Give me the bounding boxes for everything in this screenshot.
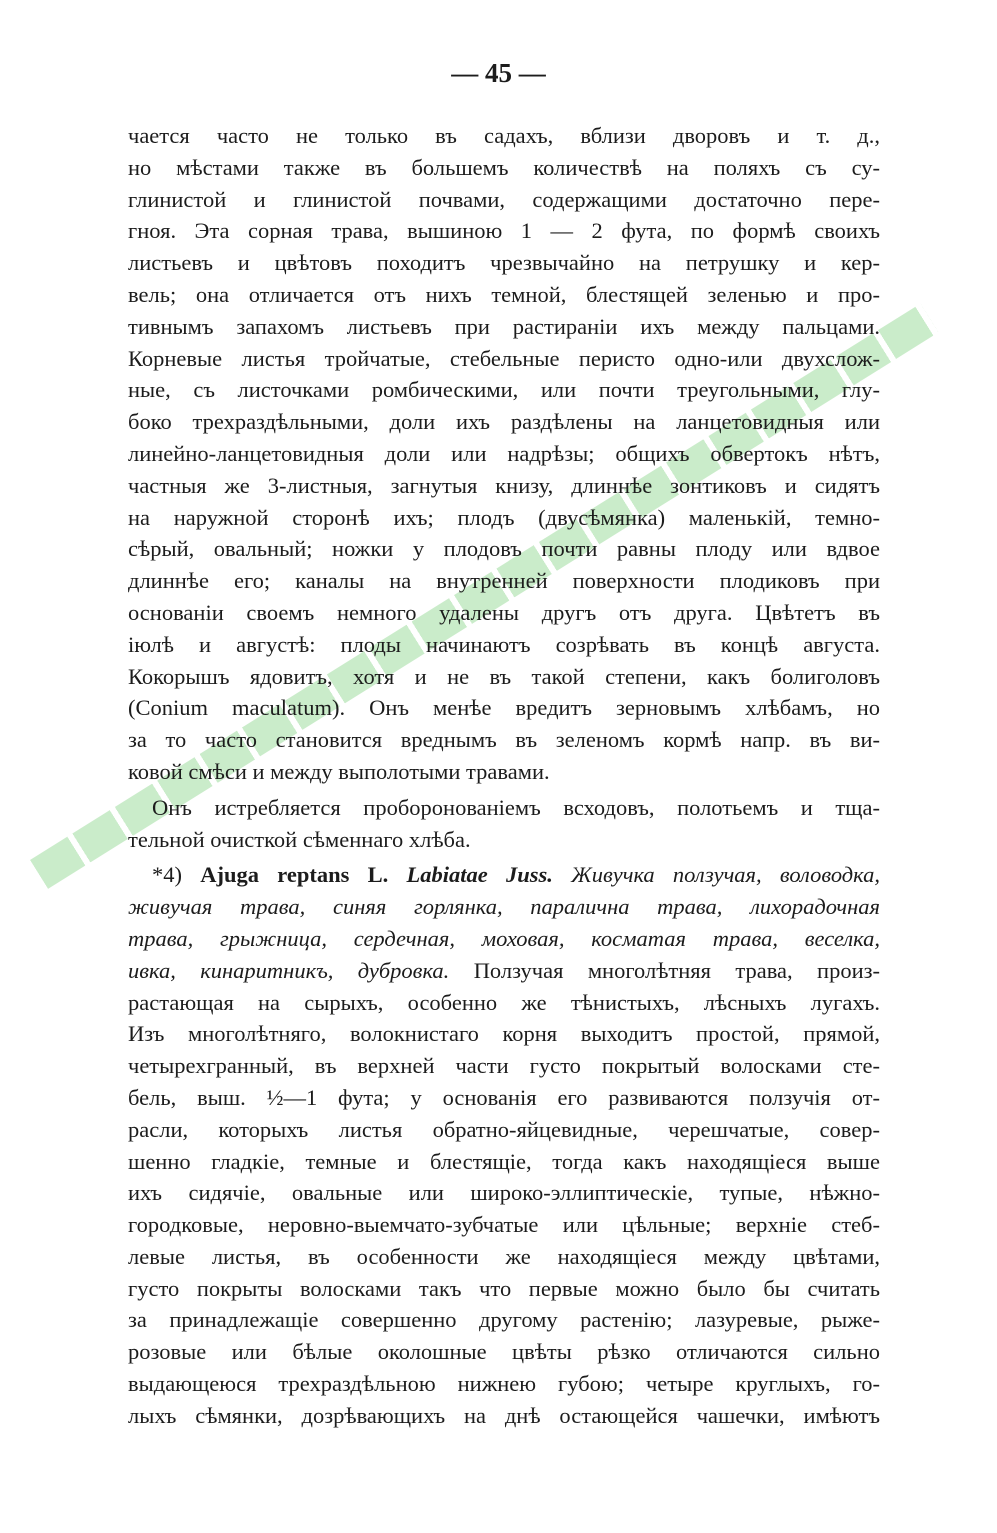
text-line: основаніи своемъ немного удалены другъ отъ друга. Цвѣтетъ въ xyxy=(128,599,880,625)
species-number: *4) xyxy=(152,862,182,888)
text-line: но мѣстами также въ большемъ количествѣ на поляхъ съ су- xyxy=(128,154,880,180)
paragraph-1 xyxy=(128,120,880,788)
species-heading-line xyxy=(128,859,880,891)
text-line: ковой смѣси и между выполотыми травами. xyxy=(128,758,550,784)
text-line: чается часто не только въ садахъ, вблизи дворовъ и т. д., xyxy=(128,123,880,148)
text-line: частныя же 3-листныя, загнутыя книзу, длиннѣе зонтиковъ и сидятъ xyxy=(128,472,880,498)
text-line: вель; она отличается отъ нихъ темной, блестящей зеленью и про- xyxy=(128,281,880,307)
paragraph-3 xyxy=(128,859,880,1431)
text-line: лыхъ сѣмянки, дозрѣвающихъ на днѣ остающейся чашечки, имѣютъ xyxy=(128,1402,880,1428)
species-latin-name: Ajuga reptans L. xyxy=(200,862,389,888)
page-number: — 45 — xyxy=(451,58,546,88)
species-common-names-1: Живучка ползучая, воловодка, xyxy=(571,862,880,888)
text-line: выдающеюся трехраздѣльною нижнею губою; четыре круглыхъ, го- xyxy=(128,1371,880,1397)
species-description xyxy=(128,987,880,1432)
text-line: линейно-ланцетовидныя доли или надрѣзы; общихъ обвертокъ нѣтъ, xyxy=(128,440,880,466)
species-family: Labiatae Juss. xyxy=(406,862,553,888)
text-line: глинистой и глинистой почвами, содержащими достаточно пере- xyxy=(128,186,880,212)
paragraph-2 xyxy=(128,792,880,856)
text-line: тивнымъ запахомъ листьевъ при растираніи ихъ между пальцами. xyxy=(128,313,880,339)
text-line: шенно гладкіе, темные и блестящіе, тогда какъ находящіеся выше xyxy=(128,1148,880,1174)
text-line: Кокорышъ ядовитъ, хотя и не въ такой степени, какъ болиголовъ xyxy=(128,663,880,689)
text-line: густо покрыты волосками такъ что первые можно было бы считать xyxy=(128,1275,880,1301)
text-line: Корневые листья тройчатые, стебельные перисто одно-или двухслож- xyxy=(128,345,880,371)
text-line: на наружной сторонѣ ихъ; плодъ (двусѣмянка) маленькій, темно- xyxy=(128,504,880,530)
page-body xyxy=(128,120,880,1432)
text-line: ные, съ листочками ромбическими, или почти треугольными, глу- xyxy=(128,377,880,403)
species-common-names-2: живучая трава, синяя горлянка, паралична трава, лихорадочная xyxy=(128,894,880,920)
text-line: гноя. Эта сорная трава, вышиною 1 — 2 фута, по формѣ своихъ xyxy=(128,218,880,244)
text-line: за то часто становится вреднымъ въ зеленомъ кормѣ напр. въ ви- xyxy=(128,727,880,753)
text-line: бель, выш. ½—1 фута; у основанія его развиваются ползучія от- xyxy=(128,1084,880,1110)
text-line: боко трехраздѣльными, доли ихъ раздѣлены на ланцетовидныя или xyxy=(128,409,880,435)
text-line: розовые или бѣлые околошные цвѣты рѣзко отличаются сильно xyxy=(128,1339,880,1365)
text-line: Изъ многолѣтняго, волокнистаго корня выходитъ простой, прямой, xyxy=(128,1021,880,1047)
text-line: тельной очисткой сѣменнаго хлѣба. xyxy=(128,826,471,852)
text-line: ихъ сидячіе, овальные или широко-эллиптическіе, тупые, нѣжно- xyxy=(128,1180,880,1206)
text-line: левые листья, въ особенности же находящіеся между цвѣтами, xyxy=(128,1243,880,1269)
text-line: городковые, неровно-выемчато-зубчатые или цѣльные; верхніе стеб- xyxy=(128,1212,880,1238)
text-line: сѣрый, овальный; ножки у плодовъ почти равны плоду или вдвое xyxy=(128,536,880,562)
text-line: іюлѣ и августѣ: плоды начинаютъ созрѣвать въ концѣ августа. xyxy=(128,631,880,657)
text-line: листьевъ и цвѣтовъ походитъ чрезвычайно на петрушку и кер- xyxy=(128,250,880,276)
species-common-names-4-italic: ивка, кинаритникъ, дубровка. xyxy=(128,957,450,983)
text-line: за принадлежащіе совершенно другому растенію; лазуревые, рыже- xyxy=(128,1307,880,1333)
text-line: длиннѣе его; каналы на внутренней поверхности плодиковъ при xyxy=(128,568,880,594)
text-line: четырехгранный, въ верхней части густо покрытый волосками сте- xyxy=(128,1053,880,1079)
species-common-names-3: трава, грыжница, сердечная, моховая, косматая трава, веселка, xyxy=(128,925,880,951)
text-line: (Conium maculatum). Онъ менѣе вредитъ зерновымъ хлѣбамъ, но xyxy=(128,695,880,721)
species-common-names-4 xyxy=(128,955,880,987)
text-line: Онъ истребляется проборонованіемъ всходовъ, полотьемъ и тща- xyxy=(152,794,880,820)
species-description-start: Ползучая многолѣтняя трава, произ- xyxy=(473,957,880,983)
text-line: растающая на сырыхъ, особенно же тѣнистыхъ, лѣсныхъ лугахъ. xyxy=(128,989,880,1015)
text-line: расли, которыхъ листья обратно-яйцевидные, черешчатые, совер- xyxy=(128,1116,880,1142)
